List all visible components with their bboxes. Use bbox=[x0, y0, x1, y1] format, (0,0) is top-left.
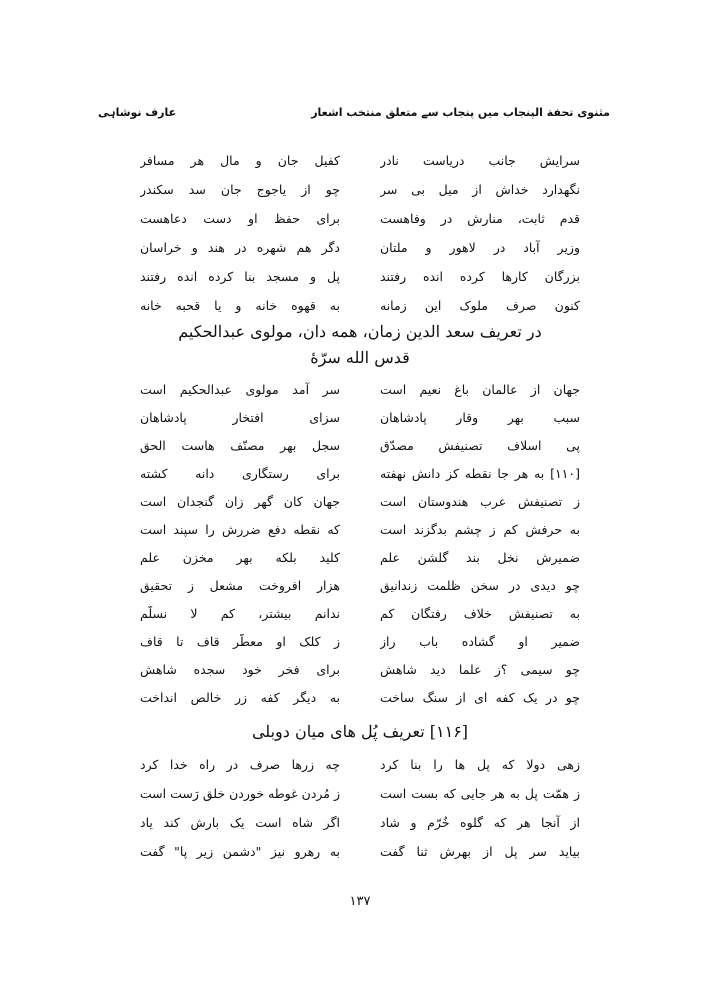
first-hemistich: ضمیرش نخل بند گلشن علم bbox=[380, 550, 580, 565]
second-hemistich: ز مُردن غوطه خوردن خلق رَست است bbox=[140, 786, 340, 801]
second-hemistich: برای رستگاری دانه کشته bbox=[140, 466, 340, 481]
verse-couplet bbox=[140, 606, 580, 628]
first-hemistich: ضمیر او گشاده باب راز bbox=[380, 634, 580, 649]
second-hemistich: به دیگر کفه زر خالص انداخت bbox=[140, 690, 340, 705]
verse-couplet bbox=[140, 494, 580, 516]
second-hemistich: هزار افروخت مشعل ز تحقیق bbox=[140, 578, 340, 593]
first-hemistich: به تصنیفش خلاف رفتگان کم bbox=[380, 606, 580, 621]
first-hemistich: کنون صرف ملوک این زمانه bbox=[380, 298, 580, 313]
first-hemistich: چو دیدی در سخن ظلمت زندانیق bbox=[380, 578, 580, 593]
second-hemistich: سجل بهر مصنّف هاست الحق bbox=[140, 438, 340, 453]
verse-couplet bbox=[140, 438, 580, 460]
running-head bbox=[98, 106, 610, 126]
verse-couplet bbox=[140, 757, 580, 779]
first-hemistich: [۱۱۰] به هر جا نقطه کز دانش نهفته bbox=[380, 466, 580, 481]
first-hemistich: ز همّت پل به هر جایی که بست است bbox=[380, 786, 580, 801]
verse-couplet bbox=[140, 153, 580, 175]
verse-couplet bbox=[140, 578, 580, 600]
second-hemistich: کفیل جان و مال هر مسافر bbox=[140, 153, 340, 168]
first-hemistich: از آنجا هر که گلوه خُرّم و شاد bbox=[380, 815, 580, 830]
first-hemistich: پی اسلاف تصنیفش مصدّق bbox=[380, 438, 580, 453]
second-hemistich: سر آمد مولوی عبدالحکیم است bbox=[140, 382, 340, 397]
second-hemistich: جهان کان گهر زان گنجدان است bbox=[140, 494, 340, 509]
verse-couplet bbox=[140, 844, 580, 866]
first-hemistich: به حرفش کم ز چشم بدگزند است bbox=[380, 522, 580, 537]
verse-couplet bbox=[140, 269, 580, 291]
second-hemistich: به قهوه خانه و یا قحبه خانه bbox=[140, 298, 340, 313]
section-heading: در تعریف سعد الدین زمان، همه دان، مولوی عبدالحکیم bbox=[178, 322, 542, 341]
second-hemistich: کلید بلکه بهر مخزن علم bbox=[140, 550, 340, 565]
first-hemistich: سرایش جانب دریاست نادر bbox=[380, 153, 580, 168]
author-name: عارف نوشاہی bbox=[98, 106, 177, 119]
first-hemistich: زهی دولا که پل ها را بنا کرد bbox=[380, 757, 580, 772]
second-hemistich: چو از یاجوج جان سد سکندر bbox=[140, 182, 340, 197]
first-hemistich: چو سیمی ؟ز علما دید شاهش bbox=[380, 662, 580, 677]
first-hemistich: ز تصنیفش عرب هندوستان است bbox=[380, 494, 580, 509]
first-hemistich: جهان از عالمان باغ نعیم است bbox=[380, 382, 580, 397]
first-hemistich: سبب بهر وقار پادشاهان bbox=[380, 410, 580, 425]
page-number: ۱۳۷ bbox=[349, 894, 371, 909]
second-hemistich: دگر هم شهره در هند و خراسان bbox=[140, 240, 340, 255]
second-hemistich: برای فخر خود سجده شاهش bbox=[140, 662, 340, 677]
verse-couplet bbox=[140, 182, 580, 204]
second-hemistich: برای حفظ او دست دعاهست bbox=[140, 211, 340, 226]
verse-couplet bbox=[140, 298, 580, 320]
second-hemistich: ز کلک او معطّر قاف تا قاف bbox=[140, 634, 340, 649]
second-hemistich: ندانم بیشتر، کم لا نسلّم bbox=[140, 606, 340, 621]
verse-couplet bbox=[140, 815, 580, 837]
first-hemistich: وزیر آباد در لاهور و ملتان bbox=[380, 240, 580, 255]
verse-couplet bbox=[140, 634, 580, 656]
verse-couplet bbox=[140, 382, 580, 404]
first-hemistich: قدم ثابت، منارش در وفاهست bbox=[380, 211, 580, 226]
verse-couplet bbox=[140, 522, 580, 544]
second-hemistich: پل و مسجد بنا کرده انده رفتند bbox=[140, 269, 340, 284]
section-heading-subline: قدس الله سرّهٔ bbox=[310, 348, 410, 367]
first-hemistich: چو در یک کفه ای از سنگ ساخت bbox=[380, 690, 580, 705]
first-hemistich: نگهدارد خداش از میل بی سر bbox=[380, 182, 580, 197]
verse-couplet bbox=[140, 211, 580, 233]
verse-couplet bbox=[140, 410, 580, 432]
verse-couplet bbox=[140, 240, 580, 262]
second-hemistich: که نقطه دفع ضررش را سپند است bbox=[140, 522, 340, 537]
section-heading: [۱۱۶] تعریف پُل های میان دوبلی bbox=[251, 722, 469, 741]
book-title: مثنوی تحفة الپنجاب میں پنجاب سے متعلق منتخب اشعار bbox=[311, 106, 610, 119]
verse-couplet bbox=[140, 786, 580, 808]
verse-couplet bbox=[140, 662, 580, 684]
verse-couplet bbox=[140, 466, 580, 488]
verse-couplet bbox=[140, 690, 580, 712]
first-hemistich: بیاید سر پل از بهرش ثنا گفت bbox=[380, 844, 580, 859]
second-hemistich: سزای افتخار پادشاهان bbox=[140, 410, 340, 425]
verse-couplet bbox=[140, 550, 580, 572]
second-hemistich: چه زرها صرف در راه خدا کرد bbox=[140, 757, 340, 772]
second-hemistich: به رهرو نیز "دشمن زیر پا" گفت bbox=[140, 844, 340, 859]
second-hemistich: اگر شاه است یک بارش کند یاد bbox=[140, 815, 340, 830]
first-hemistich: بزرگان کارها کرده انده رفتند bbox=[380, 269, 580, 284]
